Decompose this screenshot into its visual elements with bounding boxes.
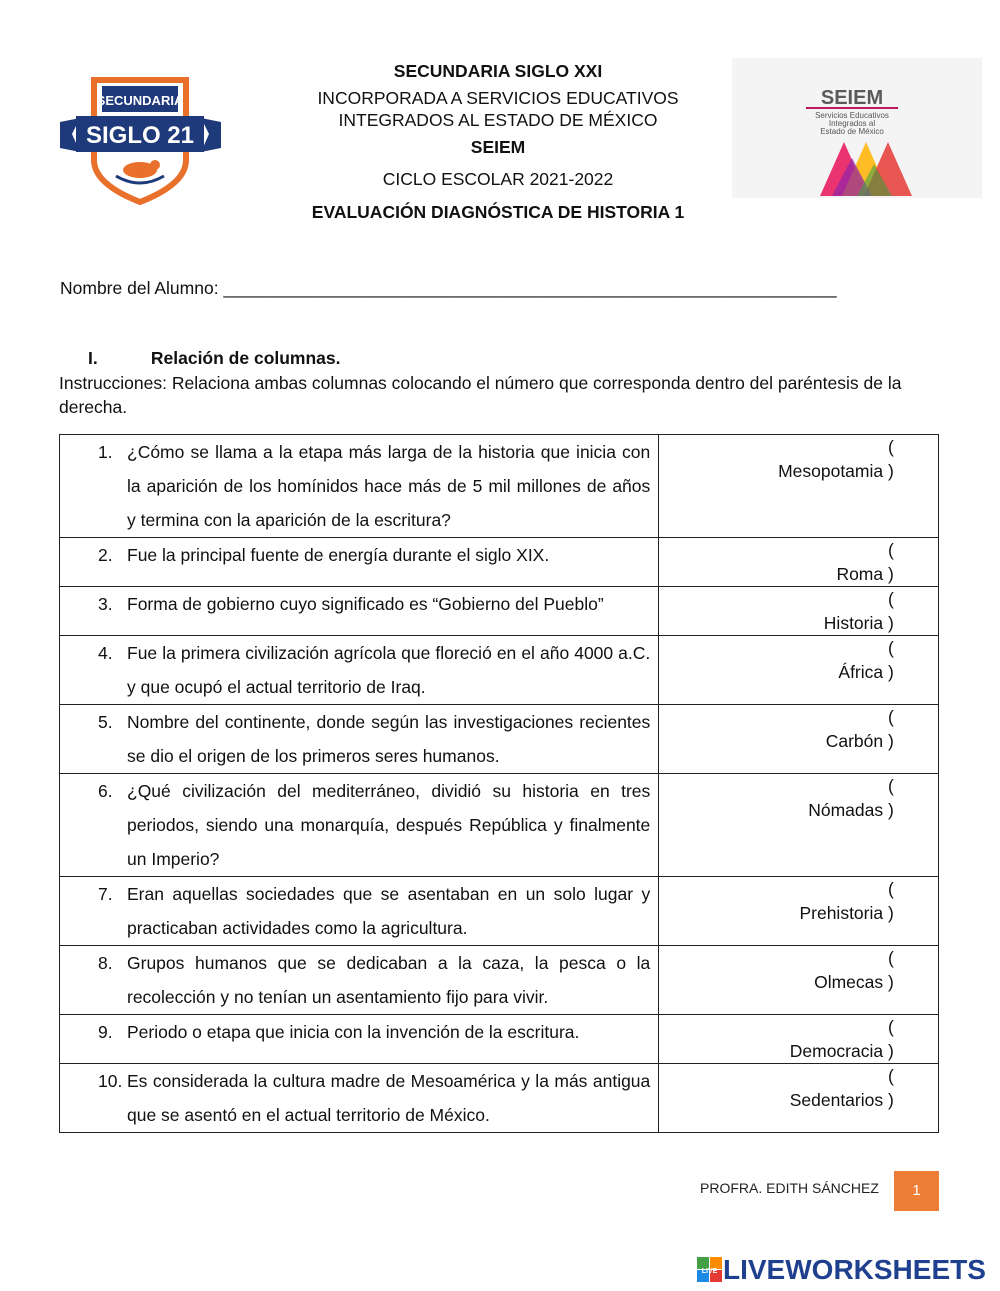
question-number: 2. <box>98 545 113 565</box>
teacher-name: PROFRA. EDITH SÁNCHEZ <box>700 1180 879 1196</box>
question-row <box>60 705 939 774</box>
paren-open: ( <box>888 948 894 968</box>
answer-blank[interactable] <box>888 435 930 483</box>
question-cell <box>60 538 659 587</box>
answer-blank[interactable] <box>888 774 930 822</box>
question-row <box>60 636 939 705</box>
question-row <box>60 587 939 636</box>
question-cell <box>60 435 659 538</box>
paren-close: ) <box>888 1090 894 1110</box>
seiem-logo <box>732 58 982 198</box>
answer-blank[interactable] <box>888 877 930 925</box>
paren-open: ( <box>888 776 894 796</box>
question-number: 9. <box>98 1022 113 1042</box>
question-text: Fue la principal fuente de energía durante el siglo XIX. <box>127 545 550 565</box>
school-logo <box>58 72 223 207</box>
answer-cell <box>659 1064 939 1133</box>
question-cell <box>60 705 659 774</box>
paren-close: ) <box>888 461 894 481</box>
student-name-row <box>60 278 940 299</box>
answer-cell <box>659 1015 939 1064</box>
question-cell <box>60 1015 659 1064</box>
answer-option: Carbón <box>825 731 884 751</box>
question-number: 4. <box>98 643 113 663</box>
answer-cell <box>659 774 939 877</box>
paren-close: ) <box>888 800 894 820</box>
answer-cell <box>659 877 939 946</box>
paren-close: ) <box>888 731 894 751</box>
paren-open: ( <box>888 638 894 658</box>
answer-cell <box>659 946 939 1015</box>
question-text: Periodo o etapa que inicia con la invención de la escritura. <box>127 1022 580 1042</box>
question-number: 6. <box>98 781 113 801</box>
question-cell <box>60 877 659 946</box>
answer-blank[interactable] <box>888 538 930 586</box>
question-row <box>60 538 939 587</box>
seiem-logo-subtitle-3: Estado de México <box>820 127 884 136</box>
question-row <box>60 774 939 877</box>
paren-open: ( <box>888 589 894 609</box>
question-text: ¿Cómo se llama a la etapa más larga de la historia que inicia con la aparición de los homínidos hace más de 5 mil millones de años y termina con la aparición de la escritura? <box>127 442 651 530</box>
answer-cell <box>659 705 939 774</box>
paren-close: ) <box>888 1041 894 1061</box>
paren-open: ( <box>888 1066 894 1086</box>
question-text: ¿Qué civilización del mediterráneo, dividió su historia en tres periodos, siendo una monarquía, después República y finalmente un Imperio? <box>127 781 651 869</box>
answer-option: Nómadas <box>808 800 884 820</box>
seiem-logo-subtitle-2: Integrados al <box>828 119 876 128</box>
question-cell <box>60 774 659 877</box>
incorporation-line-1: INCORPORADA A SERVICIOS EDUCATIVOS <box>317 88 679 108</box>
answer-blank[interactable] <box>888 705 930 753</box>
question-number: 8. <box>98 953 113 973</box>
answer-option: Historia <box>823 613 884 633</box>
seiem-logo-title: SEIEM <box>820 87 884 109</box>
answer-option: África <box>838 662 884 682</box>
seiem-logo-subtitle-1: Servicios Educativos <box>815 111 889 120</box>
paren-open: ( <box>888 437 894 457</box>
question-text: Es considerada la cultura madre de Mesoamérica y la más antigua que se asentó en el actual territorio de México. <box>127 1071 651 1125</box>
question-text: Fue la primera civilización agrícola que floreció en el año 4000 a.C. y que ocupó el actual territorio de Iraq. <box>127 643 651 697</box>
paren-close: ) <box>888 903 894 923</box>
logo-top-text: SECUNDARIA <box>96 93 184 108</box>
page-number: 1 <box>894 1171 939 1211</box>
question-text: Eran aquellas sociedades que se asentaban en un solo lugar y practicaban actividades como la agricultura. <box>127 884 651 938</box>
instructions: Instrucciones: Relaciona ambas columnas colocando el número que corresponda dentro del paréntesis de la derecha. <box>59 373 902 417</box>
liveworksheets-icon-badge: LIVE <box>701 1268 718 1275</box>
student-name-field[interactable]: _______________________________________________________________ <box>223 278 837 298</box>
incorporation-line-2: INTEGRADOS AL ESTADO DE MÉXICO <box>338 110 658 130</box>
question-number: 3. <box>98 594 113 614</box>
question-cell <box>60 946 659 1015</box>
answer-cell <box>659 435 939 538</box>
paren-close: ) <box>888 972 894 992</box>
paren-open: ( <box>888 540 894 560</box>
question-number: 10. <box>98 1071 123 1091</box>
liveworksheets-text: LIVEWORKSHEETS <box>723 1254 986 1285</box>
student-name-label: Nombre del Alumno: <box>60 278 219 298</box>
section-heading <box>88 348 341 369</box>
acronym: SEIEM <box>470 137 526 157</box>
answer-blank[interactable] <box>888 1064 930 1112</box>
exam-title: EVALUACIÓN DIAGNÓSTICA DE HISTORIA 1 <box>311 202 685 222</box>
question-row <box>60 877 939 946</box>
answer-cell <box>659 636 939 705</box>
answer-option: Olmecas <box>814 972 884 992</box>
answer-option: Sedentarios <box>789 1090 884 1110</box>
answer-cell <box>659 587 939 636</box>
school-cycle: CICLO ESCOLAR 2021-2022 <box>382 169 614 189</box>
question-text: Grupos humanos que se dedicaban a la caza, la pesca o la recolección y no tenían un asentamiento fijo para vivir. <box>127 953 651 1007</box>
question-number: 5. <box>98 712 113 732</box>
question-row <box>60 946 939 1015</box>
question-cell <box>60 587 659 636</box>
section-title: Relación de columnas. <box>150 348 341 368</box>
paren-close: ) <box>888 613 894 633</box>
section-number: I. <box>88 348 98 368</box>
logo-main-text: SIGLO 21 <box>85 122 195 149</box>
answer-blank[interactable] <box>888 636 930 684</box>
question-row <box>60 435 939 538</box>
liveworksheets-icon <box>697 1257 723 1283</box>
answer-blank[interactable] <box>888 946 930 994</box>
answer-blank[interactable] <box>888 1015 930 1063</box>
question-cell <box>60 1064 659 1133</box>
paren-open: ( <box>888 1017 894 1037</box>
paren-close: ) <box>888 564 894 584</box>
question-number: 1. <box>98 442 113 462</box>
school-name: SECUNDARIA SIGLO XXI <box>393 61 603 81</box>
answer-blank[interactable] <box>888 587 930 635</box>
paren-open: ( <box>888 879 894 899</box>
paren-open: ( <box>888 707 894 727</box>
question-cell <box>60 636 659 705</box>
paren-close: ) <box>888 662 894 682</box>
answer-cell <box>659 538 939 587</box>
answer-option: Prehistoria <box>799 903 884 923</box>
answer-option: Roma <box>836 564 884 584</box>
matching-table <box>59 434 939 1133</box>
question-text: Forma de gobierno cuyo significado es “Gobierno del Pueblo” <box>127 594 604 614</box>
answer-option: Mesopotamia <box>778 461 884 481</box>
liveworksheets-watermark <box>697 1252 986 1288</box>
question-text: Nombre del continente, donde según las investigaciones recientes se dio el origen de los primeros seres humanos. <box>127 712 651 766</box>
question-row <box>60 1015 939 1064</box>
question-number: 7. <box>98 884 113 904</box>
question-row <box>60 1064 939 1133</box>
answer-option: Democracia <box>789 1041 884 1061</box>
